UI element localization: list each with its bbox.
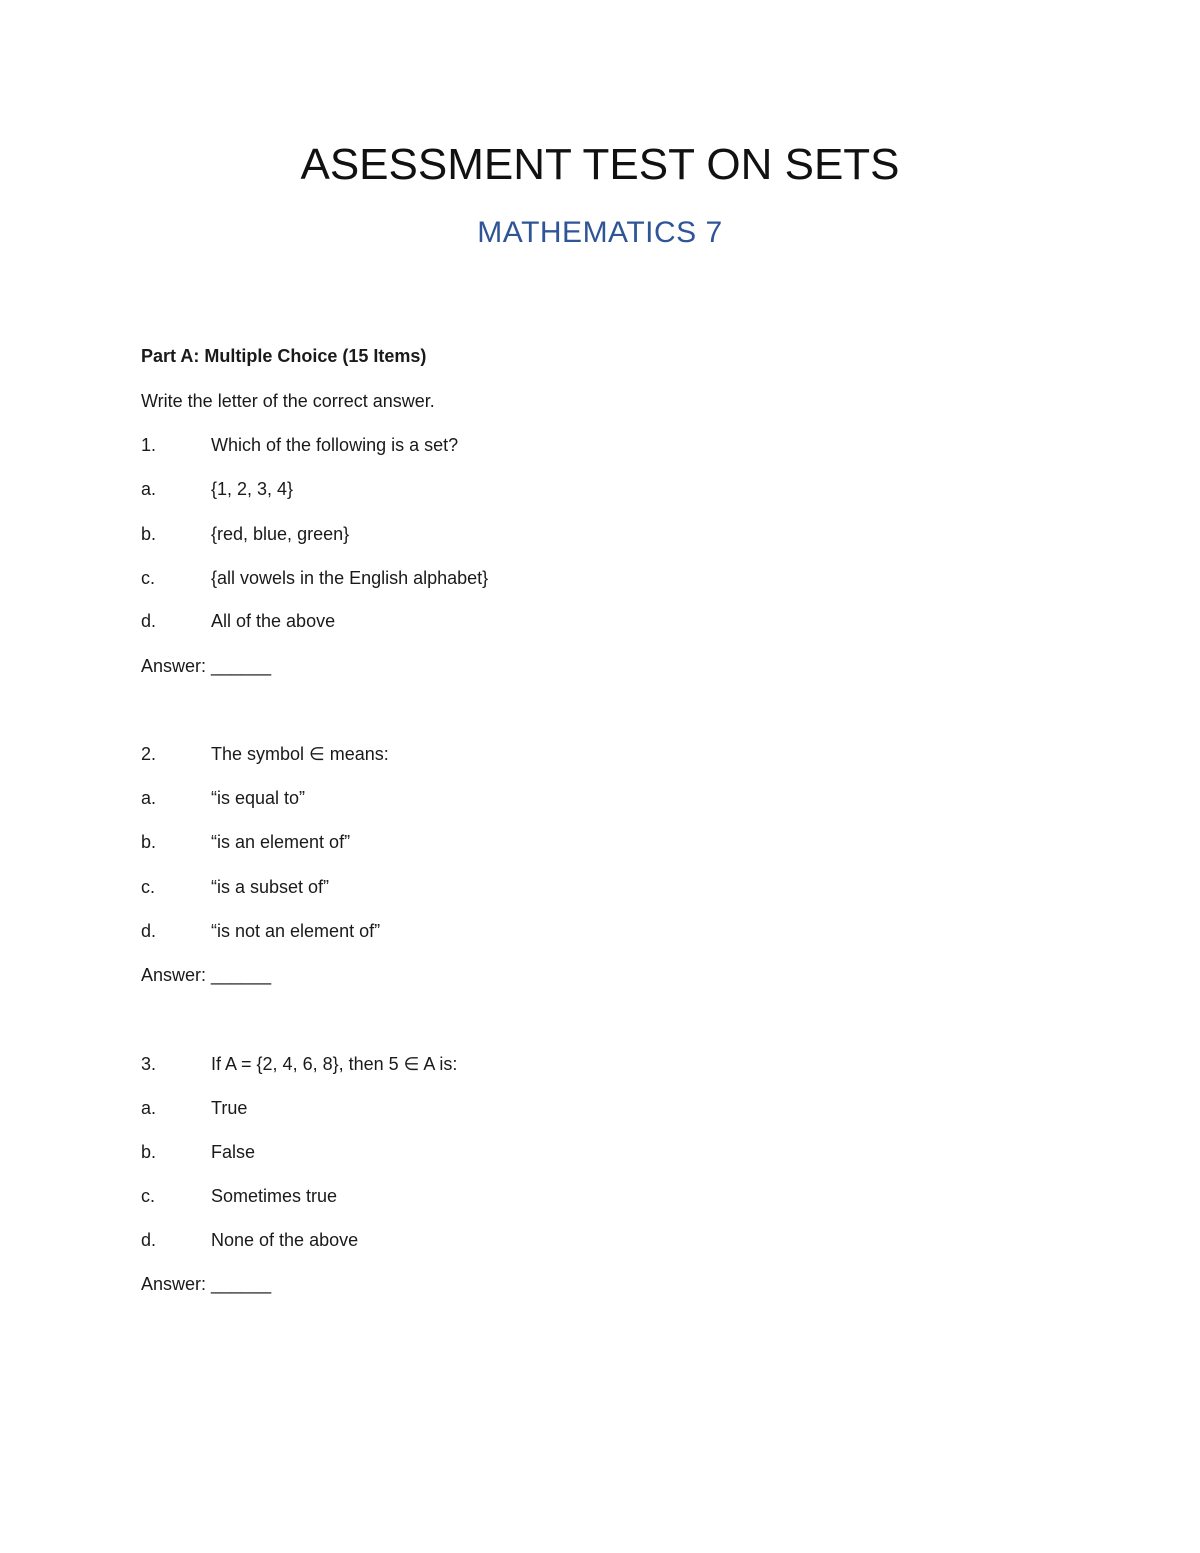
option-letter: b. bbox=[141, 1142, 157, 1162]
option-letter: c. bbox=[141, 568, 156, 588]
part-a-instruction: Write the letter of the correct answer. bbox=[141, 391, 435, 411]
option-letter: a. bbox=[141, 788, 157, 808]
answer-line: Answer: ______ bbox=[141, 1274, 272, 1294]
option-text: Sometimes true bbox=[211, 1186, 338, 1206]
option-letter: b. bbox=[141, 832, 157, 852]
option-text: All of the above bbox=[211, 611, 336, 631]
question-2-text: The symbol ∈ means: bbox=[211, 744, 389, 764]
option-text: {red, blue, green} bbox=[211, 524, 350, 544]
option-text: {1, 2, 3, 4} bbox=[211, 479, 294, 499]
question-3-text: If A = {2, 4, 6, 8}, then 5 ∈ A is: bbox=[211, 1054, 458, 1074]
option-letter: d. bbox=[141, 1230, 157, 1250]
option-text: “is equal to” bbox=[211, 788, 306, 808]
option-text: “is not an element of” bbox=[211, 921, 381, 941]
option-letter: b. bbox=[141, 524, 157, 544]
document-subtitle: MATHEMATICS 7 bbox=[477, 216, 723, 249]
question-3-number: 3. bbox=[141, 1054, 157, 1074]
option-letter: a. bbox=[141, 479, 157, 499]
answer-line: Answer: ______ bbox=[141, 965, 272, 985]
option-text: “is an element of” bbox=[211, 832, 351, 852]
part-a-heading: Part A: Multiple Choice (15 Items) bbox=[141, 346, 427, 366]
document-title: ASESSMENT TEST ON SETS bbox=[300, 140, 900, 189]
question-1-text: Which of the following is a set? bbox=[211, 435, 459, 455]
option-letter: d. bbox=[141, 921, 157, 941]
question-1-number: 1. bbox=[141, 435, 157, 455]
option-letter: d. bbox=[141, 611, 157, 631]
answer-line: Answer: ______ bbox=[141, 656, 272, 676]
option-text: False bbox=[211, 1142, 256, 1162]
option-letter: c. bbox=[141, 1186, 156, 1206]
question-2-number: 2. bbox=[141, 744, 157, 764]
option-text: True bbox=[211, 1098, 248, 1118]
option-text: “is a subset of” bbox=[211, 877, 330, 897]
option-text: {all vowels in the English alphabet} bbox=[211, 568, 489, 588]
option-letter: c. bbox=[141, 877, 156, 897]
option-letter: a. bbox=[141, 1098, 157, 1118]
option-text: None of the above bbox=[211, 1230, 359, 1250]
